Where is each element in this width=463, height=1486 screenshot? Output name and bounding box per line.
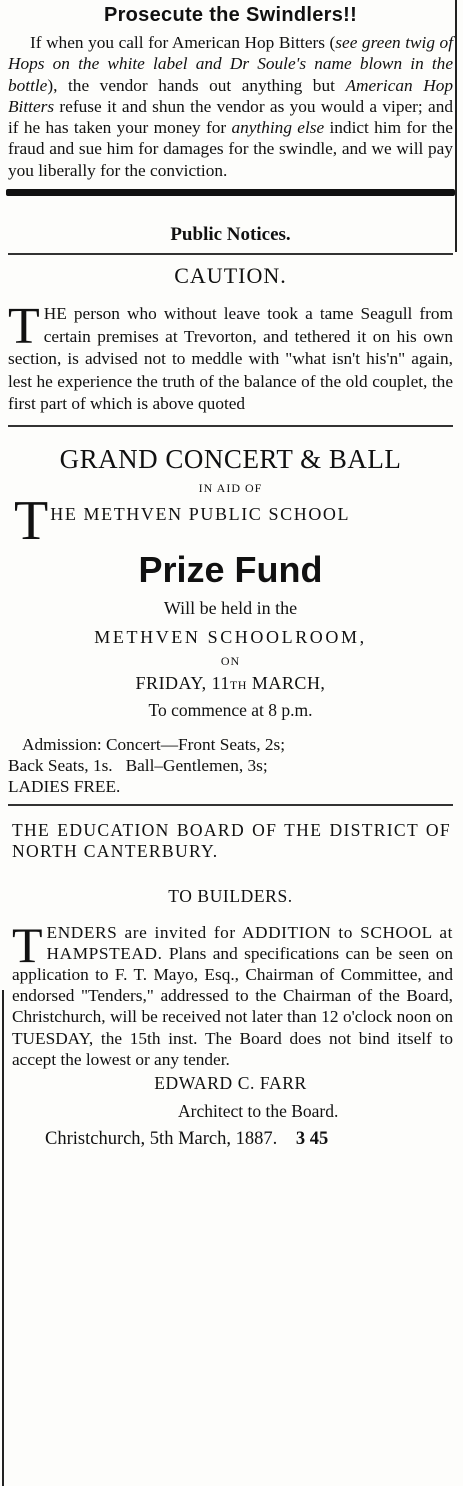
place-date: Christchurch, 5th March, 1887. 3 45 bbox=[45, 1129, 329, 1149]
page-column bbox=[8, 0, 453, 1151]
column-rule-right bbox=[455, 0, 457, 252]
public-notices bbox=[8, 223, 453, 427]
drop-cap: T bbox=[14, 489, 49, 552]
caution-body: THE person who without leave took a tame Seagull from certain premises at Trevorton, and tethered it on his own section, is advised not to meddle with "what isn't his'n" again, lest he experience the truth of the balance of the old couplet, the first part of which is above quoted bbox=[8, 298, 453, 414]
drop-cap: T bbox=[12, 916, 43, 973]
drop-cap: T bbox=[8, 298, 40, 356]
reference-number: 3 45 bbox=[295, 1129, 329, 1149]
notices-heading: Public Notices. bbox=[170, 224, 291, 246]
admission-1: Admission: Concert—Front Seats, 2s; bbox=[22, 734, 286, 754]
concert-rule bbox=[8, 804, 453, 806]
tenders-body: TENDERS are invited for ADDITION to SCHOOL at HAMPSTEAD. Plans and specifications can be seen on application to F. T. Mayo, Esq., Chairman of Committee, and endorsed "Tenders," addressed to the Chairman of the Board, Christchurch, will be received not later than 12 o'clock noon on TUESDAY, the 15th inst. The Board does not bind itself to accept the lowest or any tender. bbox=[12, 916, 453, 1069]
admission-3: LADIES FREE. bbox=[8, 776, 121, 796]
on-line: ON bbox=[220, 653, 241, 668]
caution-rule bbox=[8, 425, 453, 427]
ad-body: If when you call for American Hop Bitters (see green twig of Hops on the white label and Dr Soule's name blown in the bottle), the vendor hands out anything but American Hop Bitters refuse it and shun the vendor as you would a viper; and if he has taken your money for anything else indict him for the fraud and sue him for damages for the swindle, and we will pay you liberally for the conviction. bbox=[8, 33, 453, 180]
prize-fund: Prize Fund bbox=[138, 548, 323, 590]
caution-title: CAUTION. bbox=[174, 263, 287, 289]
section-divider bbox=[6, 189, 455, 196]
to-builders: TO BUILDERS. bbox=[168, 885, 293, 906]
admission-2: Back Seats, 1s. Ball–Gentlemen, 3s; bbox=[8, 755, 268, 775]
notices-rule bbox=[8, 253, 453, 255]
date-line: FRIDAY, 11TH MARCH, bbox=[135, 672, 326, 693]
signer-role: Architect to the Board. bbox=[178, 1101, 339, 1121]
education-board-ad bbox=[8, 820, 453, 1151]
column-rule-left bbox=[2, 990, 4, 1486]
signer-name: EDWARD C. FARR bbox=[154, 1073, 307, 1093]
concert-ad bbox=[8, 443, 453, 806]
in-aid-of: IN AID OF bbox=[198, 480, 263, 495]
held-line: Will be held in the bbox=[163, 597, 298, 618]
school-line bbox=[8, 489, 453, 552]
hop-bitters-ad bbox=[8, 2, 453, 196]
venue: METHVEN SCHOOLROOM, bbox=[94, 626, 367, 647]
time-line: To commence at 8 p.m. bbox=[148, 699, 313, 720]
board-title: THE EDUCATION BOARD OF THE DISTRICT OF NORTH CANTERBURY. bbox=[12, 819, 451, 861]
school-name: HE METHVEN PUBLIC SCHOOL bbox=[50, 503, 351, 524]
ad-title: Prosecute the Swindlers!! bbox=[103, 4, 358, 26]
concert-title: GRAND CONCERT & BALL bbox=[59, 443, 402, 474]
